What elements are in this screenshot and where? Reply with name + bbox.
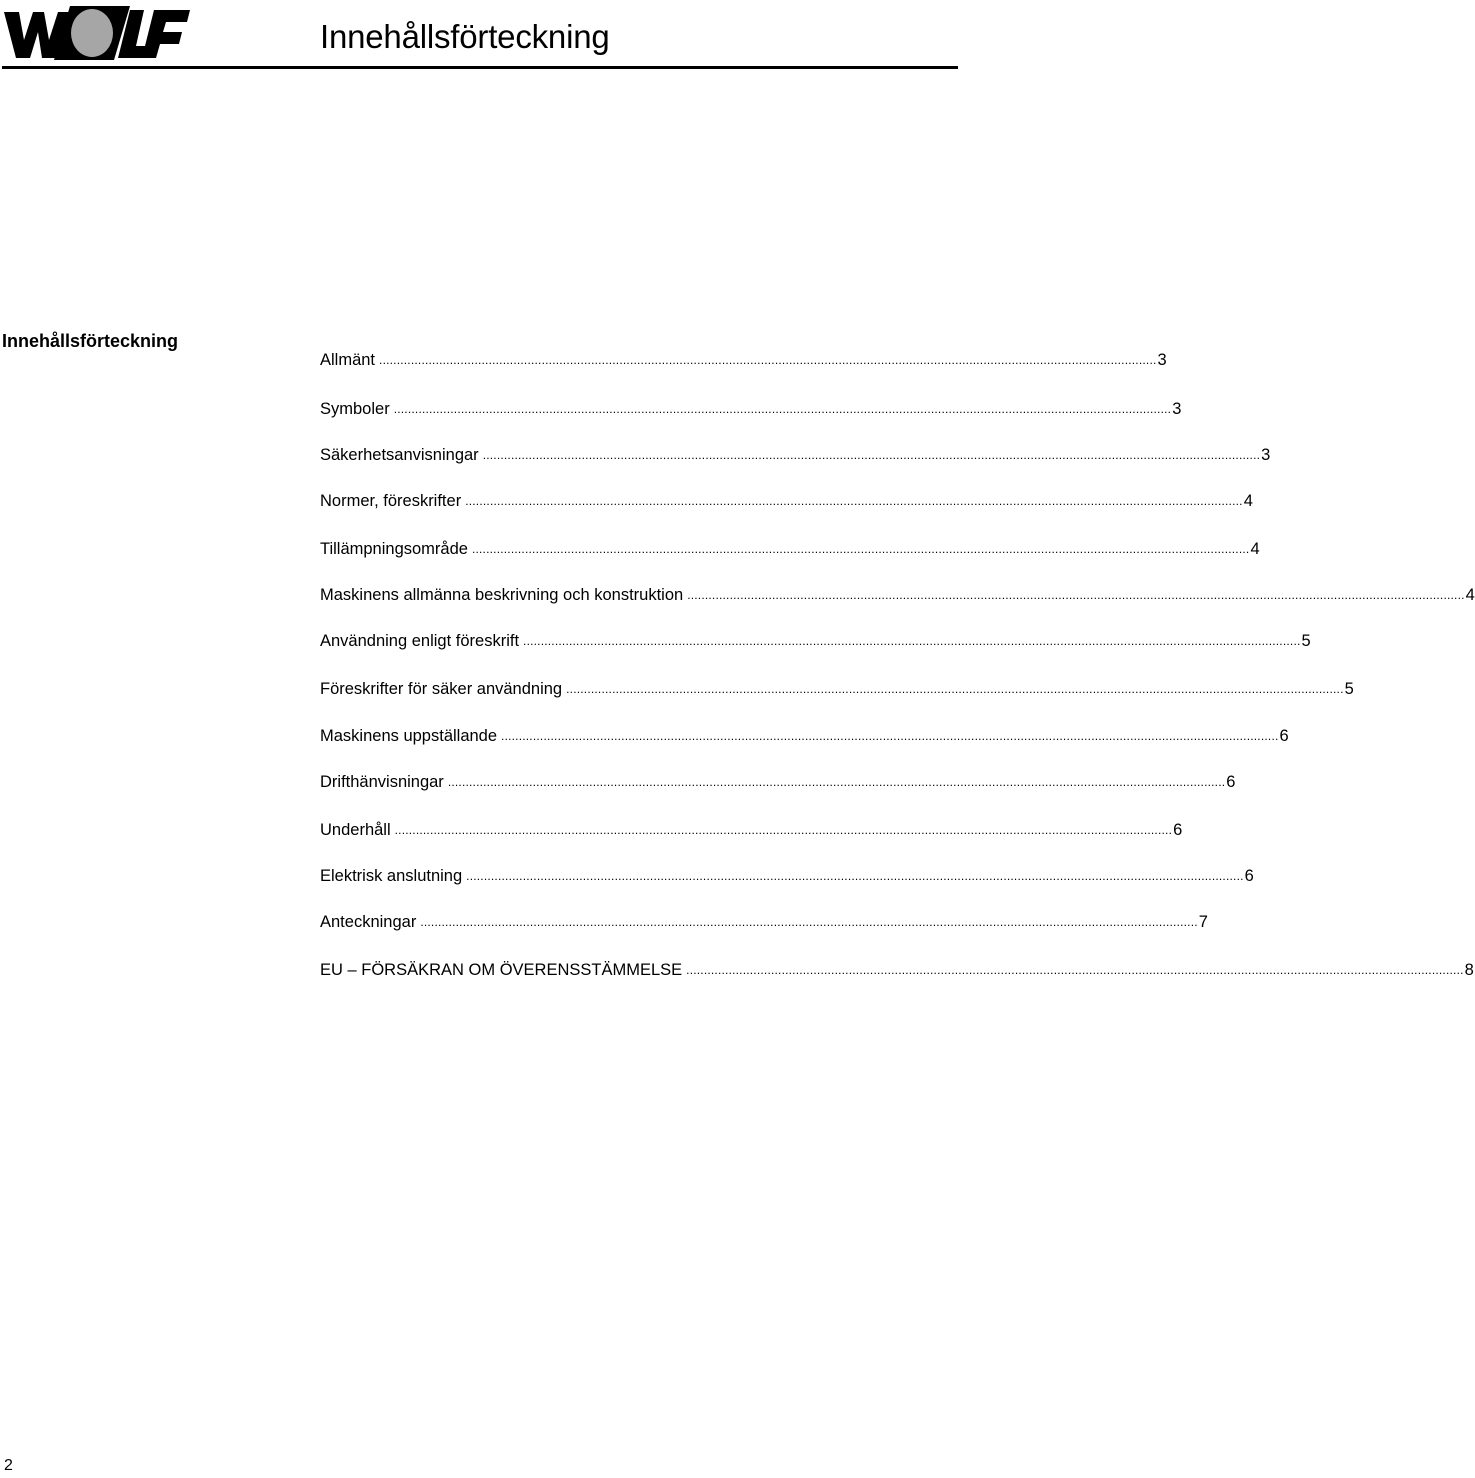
toc-entry-page: 4 xyxy=(1243,492,1253,510)
toc-entry-page: 8 xyxy=(1464,961,1474,979)
toc-entry[interactable] xyxy=(320,908,1208,932)
toc-entry-label: Maskinens allmänna beskrivning och konstruktion xyxy=(320,586,684,604)
toc-entry[interactable] xyxy=(320,675,1354,699)
toc-entry-label: Normer, föreskrifter xyxy=(320,492,462,510)
dot-leader: ............................................................................................................................................................................................................................ xyxy=(420,915,1198,929)
toc-entry-page: 5 xyxy=(1344,680,1354,698)
toc-entry-label: Föreskrifter för säker användning xyxy=(320,680,563,698)
toc-entry-page: 6 xyxy=(1279,727,1289,745)
toc-entry-page: 7 xyxy=(1198,913,1208,931)
toc-entry-label: Underhåll xyxy=(320,821,391,839)
toc-entry[interactable] xyxy=(320,346,1167,370)
dot-leader: ............................................................................................................................................................................................................................ xyxy=(471,542,1250,556)
dot-leader: ............................................................................................................................................................................................................................ xyxy=(447,775,1226,789)
dot-leader: ............................................................................................................................................................................................................................ xyxy=(394,823,1173,837)
toc-entry-label: Maskinens uppställande xyxy=(320,727,498,745)
toc-entry[interactable] xyxy=(320,535,1260,559)
toc-entry[interactable] xyxy=(320,956,1474,980)
toc-entry-page: 3 xyxy=(1172,400,1182,418)
toc-entry-page: 6 xyxy=(1173,821,1183,839)
toc-entry-page: 6 xyxy=(1226,773,1236,791)
toc-entry-label: Elektrisk anslutning xyxy=(320,867,463,885)
toc-entry-label: Anteckningar xyxy=(320,913,417,931)
dot-leader: ............................................................................................................................................................................................................................ xyxy=(687,588,1465,602)
toc-entry[interactable] xyxy=(320,768,1236,792)
page-number: 2 xyxy=(4,1457,13,1474)
dot-leader: ............................................................................................................................................................................................................................ xyxy=(566,682,1344,696)
dot-leader: ............................................................................................................................................................................................................................ xyxy=(523,634,1301,648)
dot-leader: ............................................................................................................................................................................................................................ xyxy=(686,963,1464,977)
toc-entry-page: 4 xyxy=(1250,540,1260,558)
toc-entry[interactable] xyxy=(320,581,1475,605)
toc-entry-label: Användning enligt föreskrift xyxy=(320,632,520,650)
toc-entry-page: 3 xyxy=(1157,351,1167,369)
dot-leader: ............................................................................................................................................................................................................................ xyxy=(393,402,1172,416)
dot-leader: ............................................................................................................................................................................................................................ xyxy=(501,729,1279,743)
wolf-logo xyxy=(4,2,190,62)
toc-entry[interactable] xyxy=(320,487,1253,511)
toc-entry[interactable] xyxy=(320,816,1183,840)
toc-entry-page: 5 xyxy=(1301,632,1311,650)
toc-entry[interactable] xyxy=(320,862,1254,886)
toc-entry-label: Allmänt xyxy=(320,351,376,369)
section-heading: Innehållsförteckning xyxy=(2,331,179,351)
toc-entry-page: 4 xyxy=(1465,586,1475,604)
toc-entry-page: 3 xyxy=(1261,446,1271,464)
dot-leader: ............................................................................................................................................................................................................................ xyxy=(482,448,1261,462)
toc-entry-label: Säkerhetsanvisningar xyxy=(320,446,479,464)
toc-entry-label: EU – FÖRSÄKRAN OM ÖVERENSSTÄMMELSE xyxy=(320,961,683,979)
page-title: Innehållsförteckning xyxy=(320,18,610,55)
dot-leader: ............................................................................................................................................................................................................................ xyxy=(466,869,1244,883)
toc-entry-label: Tillämpningsområde xyxy=(320,540,468,558)
toc-entry[interactable] xyxy=(320,722,1289,746)
header-divider xyxy=(2,66,958,69)
toc-entry-label: Symboler xyxy=(320,400,390,418)
toc-entry-page: 6 xyxy=(1244,867,1254,885)
toc-entry[interactable] xyxy=(320,441,1271,465)
toc-entry[interactable] xyxy=(320,627,1311,651)
toc-entry[interactable] xyxy=(320,395,1182,419)
toc-entry-label: Drifthänvisningar xyxy=(320,773,444,791)
dot-leader: ............................................................................................................................................................................................................................ xyxy=(379,353,1157,367)
dot-leader: ............................................................................................................................................................................................................................ xyxy=(465,494,1243,508)
